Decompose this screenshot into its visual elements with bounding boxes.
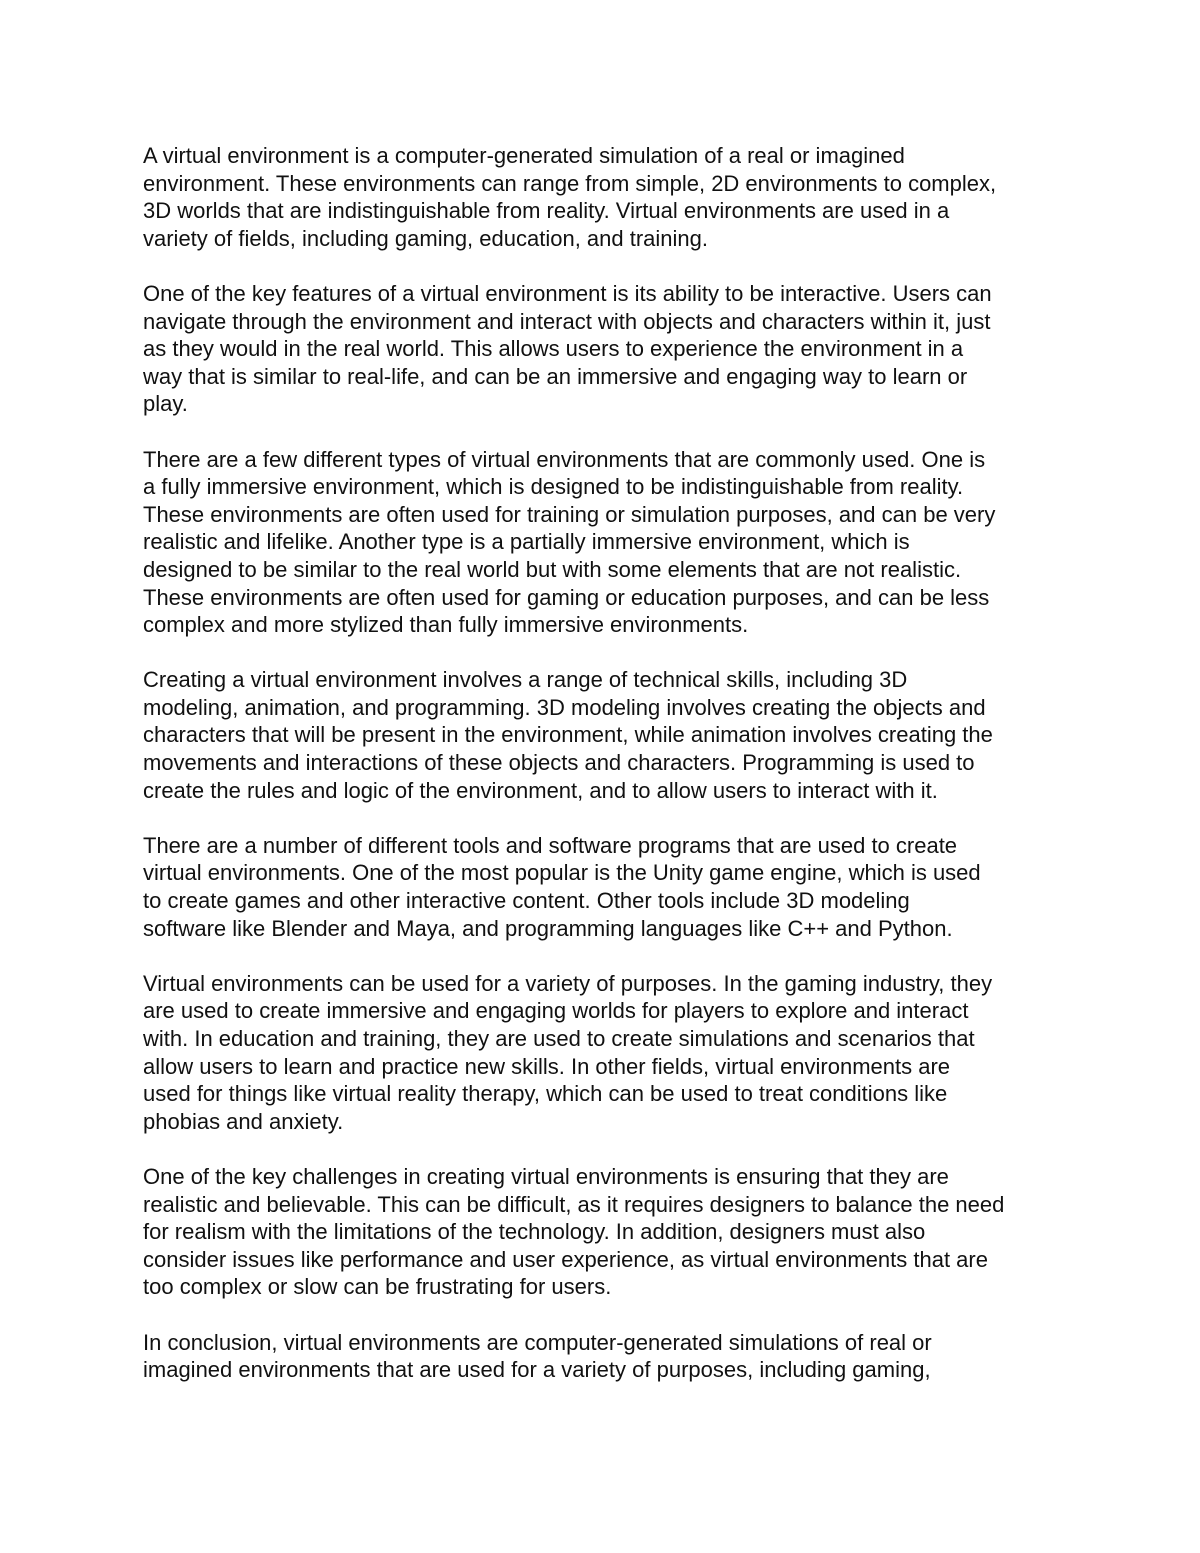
- text-line: software like Blender and Maya, and programming languages like C++ and Python.: [143, 915, 953, 941]
- document-body: [143, 142, 1073, 1411]
- text-line: One of the key challenges in creating virtual environments is ensuring that they are: [143, 1163, 949, 1189]
- paragraph-4: [143, 666, 1073, 804]
- text-line: for realism with the limitations of the technology. In addition, designers must also: [143, 1219, 926, 1245]
- text-line: There are a number of different tools and software programs that are used to create: [143, 832, 958, 858]
- text-line: These environments are often used for gaming or education purposes, and can be less: [143, 584, 990, 610]
- text-line: complex and more stylized than fully immersive environments.: [143, 612, 749, 638]
- paragraph-1: [143, 142, 1073, 252]
- text-line: realistic and believable. This can be difficult, as it requires designers to balance the need: [143, 1191, 1005, 1217]
- text-line: to create games and other interactive content. Other tools include 3D modeling: [143, 888, 910, 914]
- text-line: 3D worlds that are indistinguishable from reality. Virtual environments are used in a: [143, 198, 950, 224]
- text-line: environment. These environments can range from simple, 2D environments to complex,: [143, 170, 997, 196]
- text-line: A virtual environment is a computer-generated simulation of a real or imagined: [143, 143, 905, 168]
- text-line: play.: [143, 391, 188, 417]
- paragraph-7: [143, 1163, 1073, 1301]
- text-line: imagined environments that are used for a variety of purposes, including gaming,: [143, 1357, 931, 1383]
- text-line: are used to create immersive and engaging worlds for players to explore and interact: [143, 998, 969, 1024]
- text-line: with. In education and training, they are used to create simulations and scenarios that: [143, 1026, 975, 1051]
- paragraph-5: [143, 832, 1073, 942]
- text-line: In conclusion, virtual environments are computer-generated simulations of real or: [143, 1329, 932, 1355]
- text-line: variety of fields, including gaming, education, and training.: [143, 225, 709, 251]
- text-line: way that is similar to real-life, and can be an immersive and engaging way to learn or: [143, 363, 968, 389]
- text-line: designed to be similar to the real world but with some elements that are not realistic.: [143, 556, 962, 582]
- text-line: modeling, animation, and programming. 3D modeling involves creating the objects and: [143, 694, 986, 720]
- text-line: These environments are often used for training or simulation purposes, and can be very: [143, 501, 996, 527]
- text-line: There are a few different types of virtual environments that are commonly used. One is: [143, 446, 986, 472]
- text-line: used for things like virtual reality therapy, which can be used to treat conditions like: [143, 1081, 948, 1107]
- text-line: characters that will be present in the environment, while animation involves creating the: [143, 722, 993, 748]
- paragraph-2: [143, 280, 1073, 418]
- text-line: create the rules and logic of the environment, and to allow users to interact with it.: [143, 777, 938, 803]
- text-line: realistic and lifelike. Another type is a partially immersive environment, which is: [143, 529, 910, 555]
- text-line: a fully immersive environment, which is designed to be indistinguishable from reality.: [143, 474, 964, 500]
- text-line: as they would in the real world. This allows users to experience the environment in a: [143, 336, 964, 362]
- text-line: movements and interactions of these objects and characters. Programming is used to: [143, 750, 975, 776]
- text-line: allow users to learn and practice new skills. In other fields, virtual environments are: [143, 1053, 951, 1079]
- text-line: Creating a virtual environment involves a range of technical skills, including 3D: [143, 667, 908, 693]
- text-line: phobias and anxiety.: [143, 1108, 344, 1134]
- text-line: too complex or slow can be frustrating for users.: [143, 1274, 612, 1300]
- text-line: One of the key features of a virtual environment is its ability to be interactive. Users can: [143, 280, 992, 306]
- paragraph-3: [143, 446, 1073, 639]
- text-line: virtual environments. One of the most popular is the Unity game engine, which is used: [143, 860, 981, 886]
- paragraph-8: [143, 1329, 1073, 1384]
- text-line: Virtual environments can be used for a variety of purposes. In the gaming industry, they: [143, 970, 993, 996]
- text-line: consider issues like performance and user experience, as virtual environments that are: [143, 1246, 988, 1272]
- text-line: navigate through the environment and interact with objects and characters within it, just: [143, 308, 991, 334]
- paragraph-6: [143, 970, 1073, 1136]
